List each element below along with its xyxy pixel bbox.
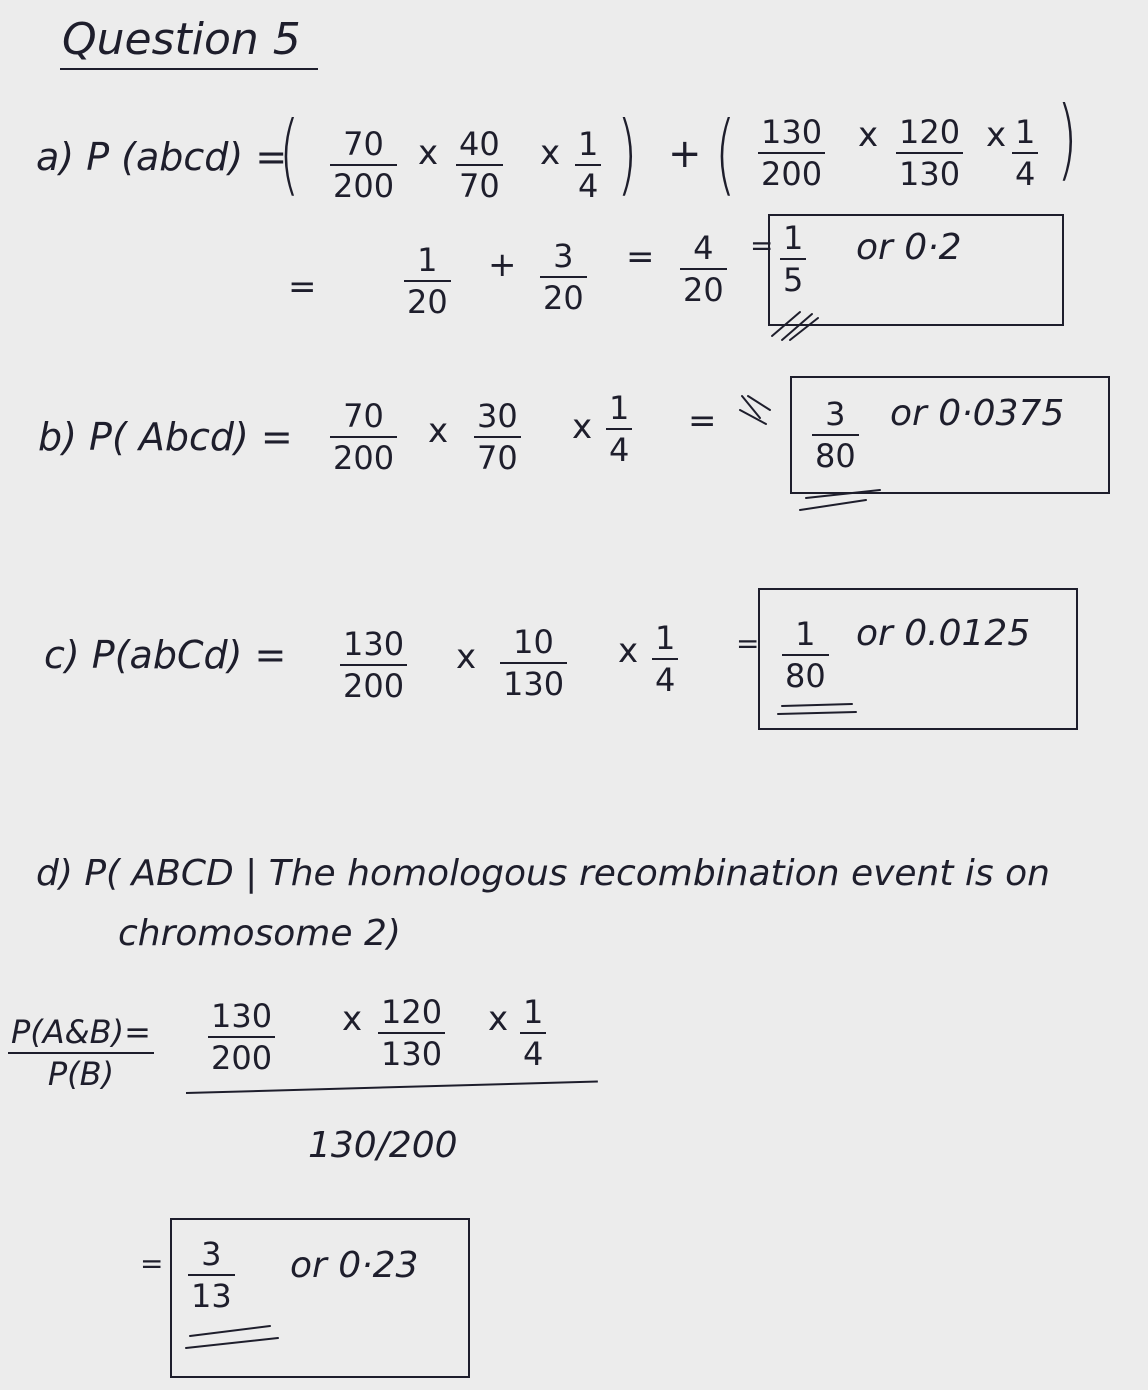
numerator: 1 [655,619,676,657]
denominator: 20 [543,279,584,317]
times-sign: x [540,133,561,173]
part-b-label: b) P( Abcd) = [38,415,293,459]
numerator: 3 [825,395,846,433]
denominator: 5 [783,261,804,299]
numerator: 1 [783,219,804,257]
numerator: 10 [513,623,554,661]
plus-sign: + [488,245,517,285]
denominator: 13 [191,1277,232,1315]
times-sign: x [418,133,439,173]
close-paren: ) [616,102,638,205]
times-sign: x [986,115,1007,155]
close-paren: ) [1056,87,1078,190]
numerator: 1 [795,615,816,653]
denominator: 4 [1015,155,1036,193]
decimal-answer: or 0·23 [290,1245,419,1286]
numerator: 4 [693,229,714,267]
part-c-label: c) P(abCd) = [44,633,287,677]
numerator: 1 [417,241,438,279]
equals-sign: = [688,401,717,441]
times-sign: x [342,999,363,1039]
page-title: Question 5 [62,14,301,65]
numerator: 1 [578,125,599,163]
times-sign: x [572,407,593,447]
numerator: 1 [1015,113,1036,151]
times-sign: x [858,115,879,155]
denominator: 130 [899,155,961,193]
open-paren: ( [278,102,300,205]
equals-sign: = [288,267,317,307]
equals-sign: = [736,627,760,660]
denominator: 4 [609,431,630,469]
denominator: 200 [343,667,405,705]
denominator: 80 [785,657,826,695]
numerator: 30 [477,397,518,435]
numerator: 130 [761,113,823,151]
decimal-answer: or 0.0125 [856,613,1031,654]
denominator: 200 [211,1039,273,1077]
part-d-line-1: d) P( ABCD | The homologous recombination event is on [36,853,1050,894]
equals-sign: = [750,229,774,262]
numerator: 130 [343,625,405,663]
part-a-label: a) P (abcd) = [36,135,288,179]
numerator: 120 [899,113,961,151]
numerator: 40 [459,125,500,163]
equals-sign: = [140,1247,164,1280]
equals-sign: = [626,237,655,277]
denominator: 4 [578,167,599,205]
numerator: 70 [343,397,384,435]
times-sign: x [428,411,449,451]
denominator: 130 [503,665,565,703]
denominator: P(B) [47,1055,115,1093]
denominator: 200 [333,167,395,205]
times-sign: x [456,637,477,677]
denominator: 200 [333,439,395,477]
open-paren: ( [714,102,736,205]
numerator: 1 [609,389,630,427]
plus-sign: + [668,131,702,177]
denominator: 70 [477,439,518,477]
denominator-130-over-200: 130/200 [308,1125,458,1166]
numerator: P(A&B)= [11,1013,151,1051]
denominator: 70 [459,167,500,205]
denominator: 20 [683,271,724,309]
times-sign: x [618,631,639,671]
times-sign: x [488,999,509,1039]
denominator: 130 [381,1035,443,1073]
part-d-line-2: chromosome 2) [118,913,401,954]
denominator: 80 [815,437,856,475]
denominator: 4 [523,1035,544,1073]
denominator: 200 [761,155,823,193]
numerator: 3 [201,1235,222,1273]
denominator: 20 [407,283,448,321]
numerator: 1 [523,993,544,1031]
denominator: 4 [655,661,676,699]
decimal-answer: or 0·0375 [890,393,1065,434]
numerator: 130 [211,997,273,1035]
numerator: 70 [343,125,384,163]
numerator: 120 [381,993,443,1031]
numerator: 3 [553,237,574,275]
decimal-answer: or 0·2 [856,227,962,268]
